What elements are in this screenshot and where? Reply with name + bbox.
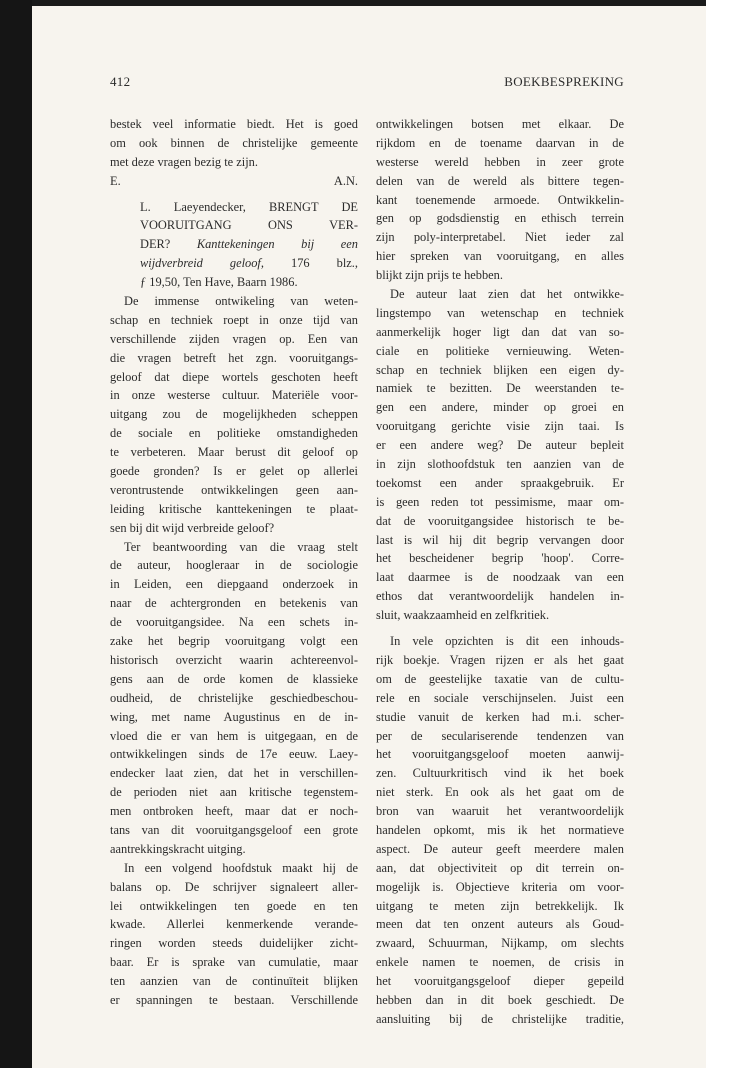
text-line: mogelijk is. Objectieve kriteria om voor- <box>376 879 624 894</box>
text-line: gen op godsdienstig en ethisch terrein <box>376 211 624 226</box>
text-line: ethos dat verantwoordelijk handelen in- <box>376 589 624 604</box>
reference-line <box>110 254 358 273</box>
text-line: sluit, waakzaamheid en zelfkritiek. <box>376 608 550 623</box>
text-line: De immense ontwikeling van weten- <box>124 294 358 309</box>
text-line: de sociale en politieke omstandigheden <box>110 426 358 441</box>
reference-line: ƒ 19,50, Ten Have, Baarn 1986. <box>140 275 298 290</box>
text-line: lei ontwikkelingen ten goede en ten <box>110 898 358 913</box>
text-line: uitgang zou de mogelijkheden scheppen <box>110 407 358 422</box>
reference-line: L. Laeyendecker, BRENGT DE <box>140 199 358 214</box>
text-line: verschillende zijden vragen op. Een van <box>110 331 358 346</box>
text-line: de vooruitgangsidee. Na een schets in- <box>110 615 358 630</box>
text-line: in zijn slothoofdstuk ten aanzien van de <box>376 457 624 472</box>
text-line: Ter beantwoording van die vraag stelt <box>124 539 358 554</box>
reference-line <box>110 235 358 254</box>
text-line: aspect. De auteur geeft meerdere malen <box>376 841 624 856</box>
text-line: geloof dat diepe wortels geschoten heeft <box>110 369 358 384</box>
text-line: ontwikkelingen botsen met elkaar. De <box>376 117 624 131</box>
text-line: rijkdom en de toename daarvan in de <box>376 135 624 150</box>
text-line: westerse wereld hebben in zeer grote <box>376 154 624 169</box>
text-line: hier spreken van vooruitgang, en alles <box>376 249 624 264</box>
paragraph <box>376 285 624 625</box>
reference-subtitle: wijdverbreid geloof, <box>140 256 264 271</box>
text-line: oudheid, de christelijke geschiedbeschou- <box>110 690 358 705</box>
text-line: studie vanuit de kerken had m.i. scher- <box>376 709 624 724</box>
previous-review-ending <box>110 115 358 172</box>
text-line: kwade. Allerlei kenmerkende verande- <box>110 917 358 932</box>
text-line: om ook binnen de christelijke gemeente <box>110 135 358 150</box>
text-line: blijkt zijn prijs te hebben. <box>376 268 503 283</box>
text-line: enkele namen te noemen, de crisis in <box>376 955 624 970</box>
text-line: namiek te bezitten. De weerstanden te- <box>376 381 624 396</box>
text-line: men ontbroken heeft, maar dat er noch- <box>110 804 358 819</box>
text-line: In vele opzichten is dit een inhouds- <box>390 634 624 649</box>
text-line: bron van waaruit het verantwoordelijk <box>376 804 624 819</box>
text-line: schap en techniek blijken een eigen dy- <box>376 362 624 377</box>
page-number: 412 <box>110 74 131 89</box>
paragraph <box>376 632 624 1029</box>
text-line: tans van dit vooruitgangsgeloof een grote <box>110 822 358 837</box>
paragraph <box>110 292 358 538</box>
text-line: meen dat ten onzent auteurs als Goud- <box>376 917 624 932</box>
text-line: aansluiting bij de christelijke traditie, <box>376 1011 624 1026</box>
text-line: lingstempo van wetenschap en techniek <box>376 305 624 320</box>
reference-line: VOORUITGANG ONS VER- <box>140 218 358 233</box>
text-line: in onze westerse cultuur. Materiële voor- <box>110 388 358 403</box>
paragraph <box>110 859 358 1010</box>
text-line: rijk boekje. Vragen rijzen er als het gaat <box>376 652 624 667</box>
signature-initial: E. <box>110 173 121 188</box>
text-line: is geen reden tot pessimisme, maar om- <box>376 494 624 509</box>
text-line: ringen worden steeds duidelijker zicht- <box>110 936 358 951</box>
text-line: het vooruitgangsgeloof moeten aanwij- <box>376 747 624 762</box>
text-line: naar de achtergronden en betekenis van <box>110 596 358 611</box>
text-line: In een volgend hoofdstuk maakt hij de <box>124 860 358 875</box>
text-line: leiding kritische kanttekeningen te plaat- <box>110 501 358 516</box>
text-line: handelen opkomt, mis ik het normatieve <box>376 822 624 837</box>
text-line: balans op. De schrijver signaleert aller- <box>110 879 358 894</box>
text-line: het bescheidener begrip 'hoop'. Corre- <box>376 551 624 566</box>
text-line: te verbeteren. Maar berust dit geloof op <box>110 445 358 460</box>
text-line: het vooruitgangsgeloof dieper gepeild <box>376 974 624 989</box>
text-line: vooruitgang gerichte visie zijn taai. Is <box>376 419 624 434</box>
book-reference <box>110 198 358 292</box>
running-head <box>110 74 624 94</box>
text-line: De auteur laat zien dat het ontwikke- <box>390 287 624 302</box>
text-line: zen. Cultuurkritisch vind ik het boek <box>376 766 624 781</box>
reference-pages: 176 blz., <box>263 256 358 271</box>
right-column <box>376 115 624 1029</box>
text-line: aan, dat objectiviteit op dit terrein on- <box>376 860 624 875</box>
signature-reviewer: A.N. <box>333 173 358 188</box>
section-title: BOEKBESPREKING <box>504 74 624 89</box>
scan-margin-right <box>706 0 738 1068</box>
text-line: toekomst een ander spraakgebruik. Er <box>376 475 624 490</box>
text-line: baar. Er is sprake van cumulatie, maar <box>110 955 358 970</box>
reviewer-signature <box>110 172 358 191</box>
text-line: aantrekkingskracht uitging. <box>110 841 246 856</box>
text-line: om de geestelijke taxatie van de cultu- <box>376 671 624 686</box>
text-line: de perioden niet aan kritische tegenstem- <box>110 785 358 800</box>
text-line: laat daarmee is de noodzaak van een <box>376 570 624 585</box>
text-line: niet sterk. En ook als het gaat om de <box>376 785 624 800</box>
text-line: gens aan de orde komen de klassieke <box>110 671 358 686</box>
paragraph <box>376 115 624 285</box>
text-line: die vragen betreft het zgn. vooruitgangs- <box>110 350 358 365</box>
text-line: gen een andere, minder op groei en <box>376 400 624 415</box>
text-line: per de seculariserende tendenzen van <box>376 728 624 743</box>
text-line: er een andere weg? De auteur bepleit <box>376 438 624 453</box>
scan-border-left <box>0 0 32 1068</box>
text-line: wing, met name Augustinus en de in- <box>110 709 358 724</box>
text-line: bestek veel informatie biedt. Het is goed <box>110 117 358 131</box>
text-line: zijn poly-interpretabel. Niet ieder zal <box>376 230 624 245</box>
text-line: dat de vooruitgangsidee historisch te be- <box>376 513 624 528</box>
text-line: in Leiden, een diepgaand onderzoek in <box>110 577 358 592</box>
text-line: delen van de wereld als bittere tegen- <box>376 173 624 188</box>
text-line: uitgang te meten zijn betrekkelijk. Ik <box>376 898 624 913</box>
reference-subtitle: Kanttekeningen bij een <box>196 237 358 252</box>
text-line: kant toenemende armoede. Ontwikkelin- <box>376 192 624 207</box>
text-line: er spanningen te bestaan. Verschillende <box>110 992 358 1007</box>
text-line: aanmerkelijk hoger ligt dan dat van so- <box>376 324 624 339</box>
text-line: last is wil hij dit begrip vervangen door <box>376 532 624 547</box>
text-line: rele en sociale verschijnselen. Juist een <box>376 690 624 705</box>
text-line: schap en techniek roept in onze tijd van <box>110 312 358 327</box>
text-line: vloed die er van hem is uitgegaan, en de <box>110 728 358 743</box>
text-line: de auteur, hoogleraar in de sociologie <box>110 558 358 573</box>
text-line: sen bij dit wijd verbreide geloof? <box>110 520 275 535</box>
text-line: endecker laat zien, dat het in verschillen- <box>110 766 358 781</box>
text-line: hebben dan in dit boek geschiedt. De <box>376 992 624 1007</box>
text-line: zake het begrip vooruitgang volgt een <box>110 634 358 649</box>
text-line: ontwikkelingen sinds de 17e eeuw. Laey- <box>110 747 358 762</box>
left-column <box>110 115 358 1010</box>
text-line: zwaard, Schuurman, Nijkamp, om slechts <box>376 936 624 951</box>
text-line: met deze vragen bezig te zijn. <box>110 154 258 169</box>
text-line: verontrustende ontwikkelingen geen aan- <box>110 482 358 497</box>
text-line: historisch overzicht waarin achtereenvol- <box>110 652 358 667</box>
text-line: ten aanzien van de continuïteit blijken <box>110 974 358 989</box>
text-line: goede gronden? Is er gelet op allerlei <box>110 464 358 479</box>
reference-title-end: DER? <box>140 237 197 252</box>
paragraph <box>110 538 358 859</box>
text-line: ciale en politieke vernieuwing. Weten- <box>376 343 624 358</box>
